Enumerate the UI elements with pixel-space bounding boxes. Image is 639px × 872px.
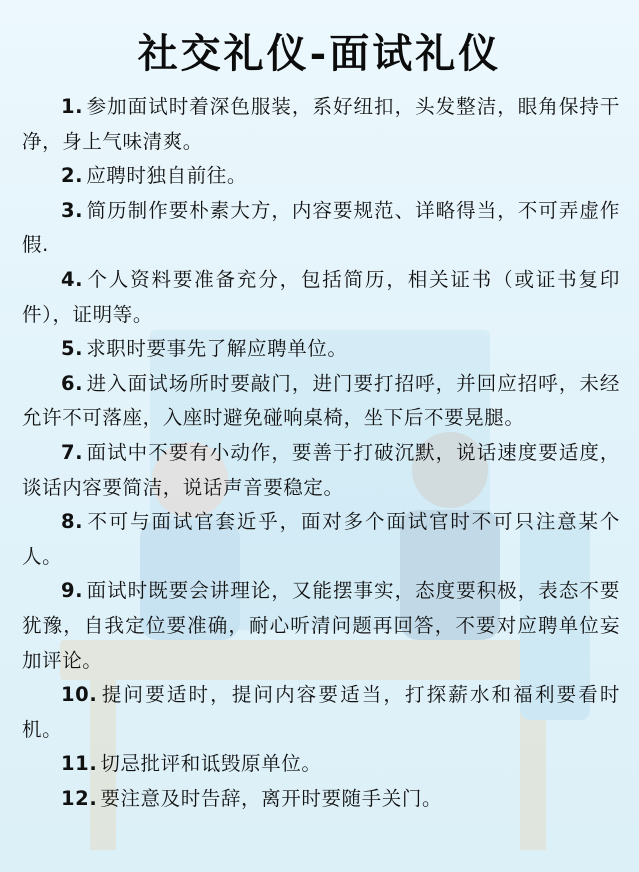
item-number: 4. [61, 267, 84, 291]
list-item [22, 332, 620, 367]
item-number: 7. [61, 440, 84, 464]
item-number: 9. [61, 579, 84, 603]
item-text: 要注意及时告辞，离开时要随手关门。 [100, 786, 443, 810]
page-title: 社交礼仪-面试礼仪 [137, 30, 502, 77]
item-text: 应聘时独自前往。 [86, 164, 247, 188]
item-text: 个人资料要准备充分，包括简历，相关证书（或证书复印件），证明等。 [22, 267, 620, 326]
item-number: 5. [61, 337, 84, 361]
item-number: 12. [61, 786, 98, 810]
list-item [22, 782, 620, 817]
list-item [22, 263, 620, 332]
item-text: 参加面试时着深色服装，系好纽扣，头发整洁，眼角保持干净，身上气味清爽。 [22, 95, 620, 153]
item-number: 8. [61, 510, 84, 534]
list-item [22, 159, 620, 194]
item-number: 10. [61, 683, 98, 707]
item-number: 11. [61, 752, 98, 776]
item-text: 提问要适时，提问内容要适当，打探薪水和福利要看时机。 [22, 683, 620, 741]
item-text: 求职时要事先了解应聘单位。 [86, 337, 348, 361]
list-item [22, 436, 620, 505]
list-item [22, 747, 620, 782]
list-item [22, 574, 620, 678]
list-item [22, 367, 620, 436]
list-item [22, 90, 620, 159]
item-text: 简历制作要朴素大方，内容要规范、详略得当，不可弄虚作假. [22, 198, 620, 257]
item-text: 切忌批评和诋毁原单位。 [100, 752, 322, 776]
item-number: 2. [61, 164, 84, 188]
item-number: 3. [61, 198, 84, 222]
list-item [22, 678, 620, 747]
item-number: 6. [61, 371, 84, 395]
item-text: 面试时既要会讲理论，又能摆事实，态度要积极，表态不要犹豫，自我定位要准确，耐心听清问题再回答，不要对应聘单位妄加评论。 [22, 579, 620, 672]
list-item [22, 505, 620, 574]
list-item [22, 194, 620, 263]
item-number: 1. [61, 95, 84, 118]
item-text: 进入面试场所时要敲门，进门要打招呼，并回应招呼，未经允许不可落座，入座时避免碰响桌椅，坐下后不要晃腿。 [22, 371, 620, 430]
item-text: 不可与面试官套近乎，面对多个面试官时不可只注意某个人。 [22, 510, 620, 568]
item-text: 面试中不要有小动作，要善于打破沉默，说话速度要适度，谈话内容要简洁，说话声音要稳定。 [22, 440, 620, 499]
etiquette-list [22, 90, 620, 816]
